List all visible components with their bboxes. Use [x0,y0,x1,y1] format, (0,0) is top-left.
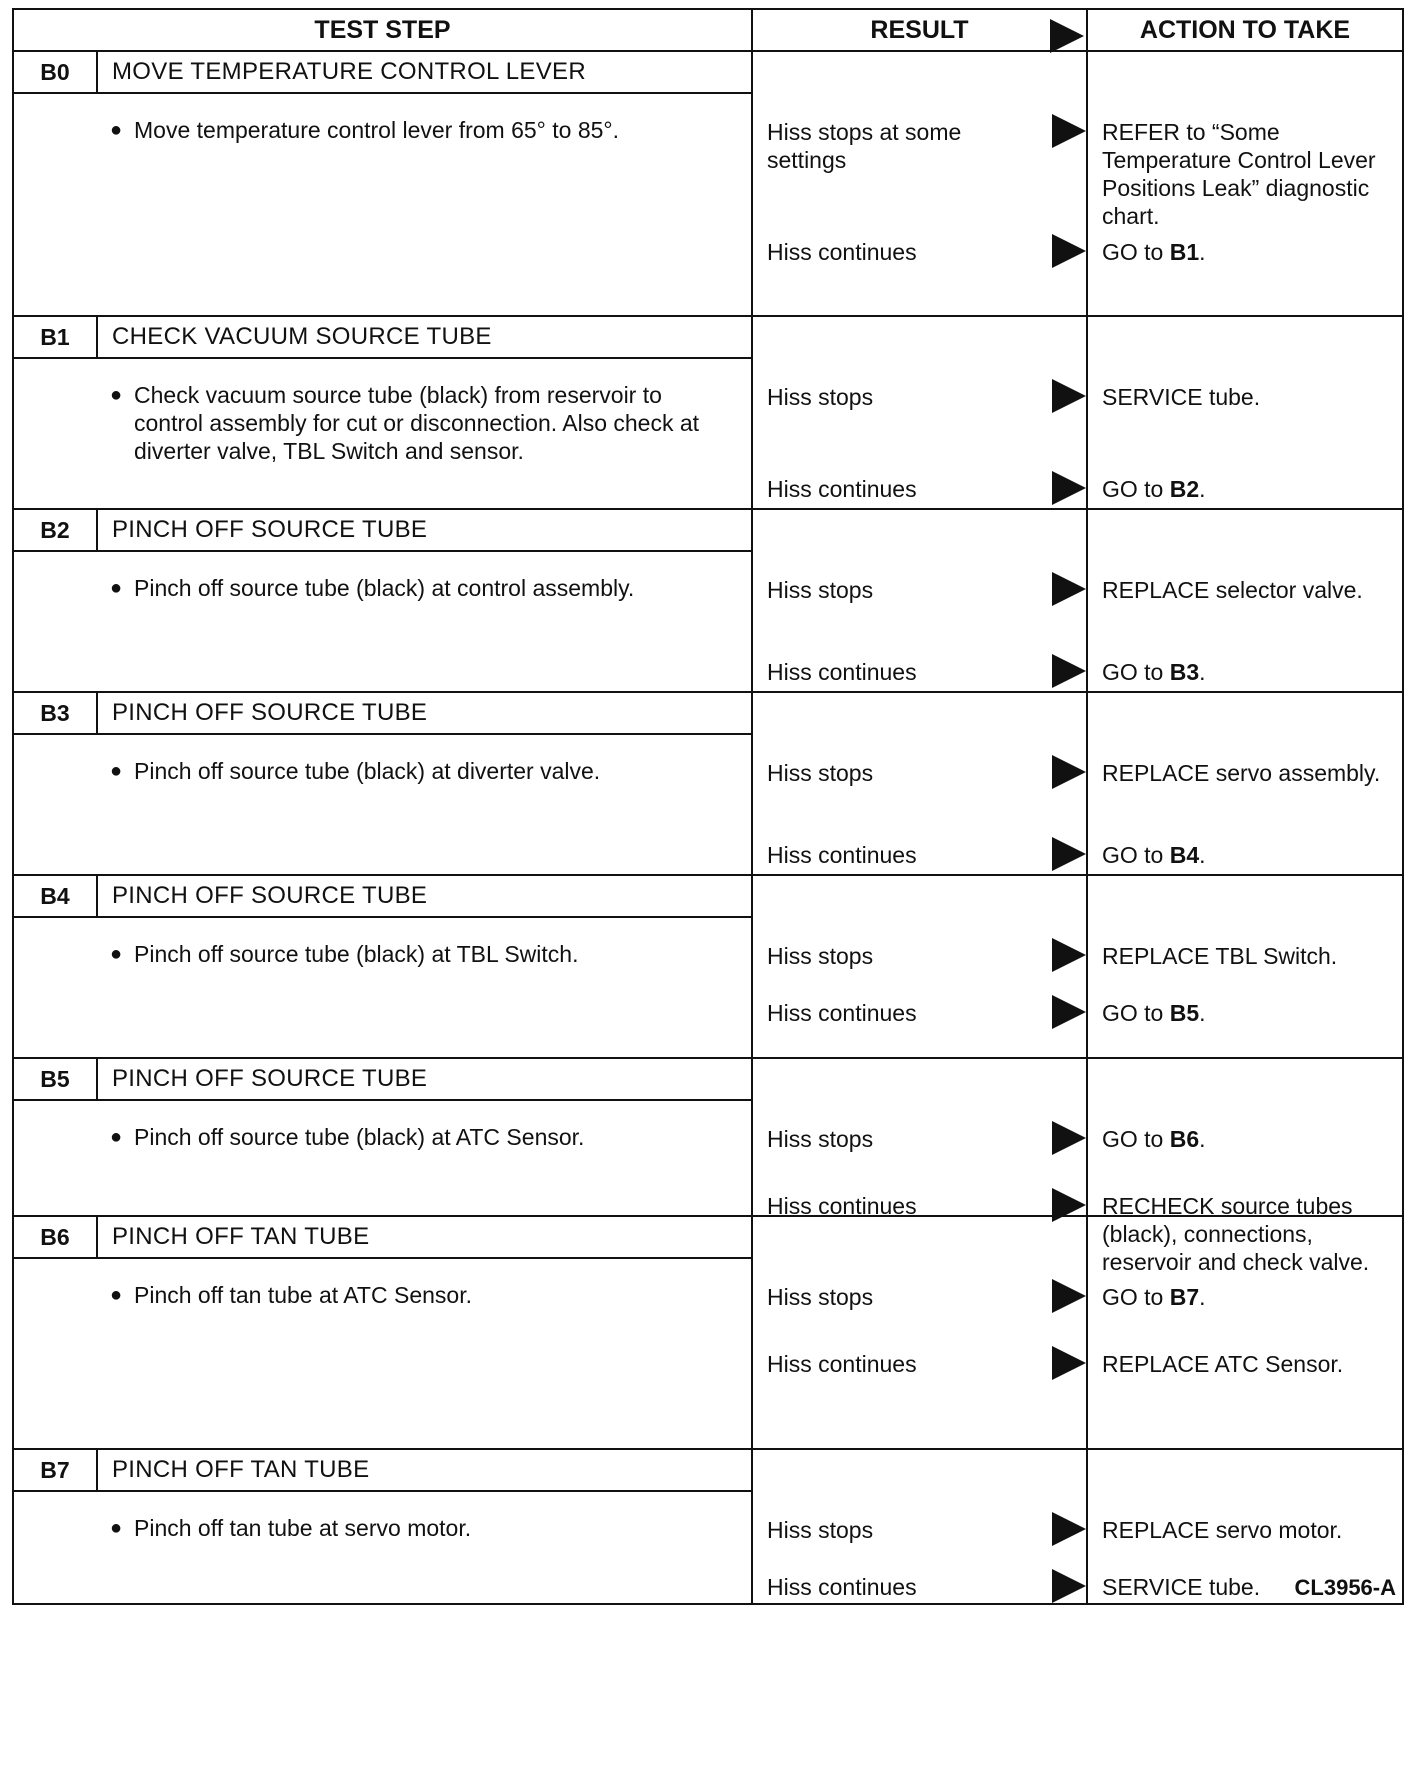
step-cell [13,51,752,316]
arrow-right-icon [1052,114,1086,148]
bullet-icon: ● [110,577,123,599]
arrow-right-icon [1052,572,1086,606]
result-text: Hiss continues [767,1351,917,1377]
action-label: GO to [1102,842,1170,868]
result-line [753,759,1086,787]
table-row [13,1449,1403,1604]
table-row [13,1058,1403,1216]
step-titlebar [14,876,751,918]
step-reference: B2 [1169,476,1200,502]
step-instruction-text: Move temperature control lever from 65° to 85°. [134,117,619,143]
action-label: GO to [1102,476,1170,502]
step-id: B7 [14,1450,98,1490]
step-reference: B4 [1169,842,1200,868]
result-line [753,383,1086,411]
action-text [1102,238,1394,266]
result-line [753,1350,1086,1378]
action-punct: . [1199,1284,1206,1310]
action-text [1102,841,1394,869]
result-text: Hiss stops [767,1284,874,1310]
step-titlebar [14,317,751,359]
bullet-icon: ● [110,1126,123,1148]
action-cell [1087,316,1403,509]
step-title: CHECK VACUUM SOURCE TUBE [112,323,492,350]
action-punct: . [1199,239,1206,265]
step-cell [13,316,752,509]
result-line [753,1283,1086,1311]
arrow-right-icon [1052,654,1086,688]
result-text: Hiss stops [767,577,874,603]
result-text: Hiss continues [767,239,917,265]
action-label: GO to [1102,659,1170,685]
step-title: MOVE TEMPERATURE CONTROL LEVER [112,58,586,85]
result-line [753,475,1086,503]
action-label: REPLACE servo assembly. [1102,760,1381,786]
result-cell [752,509,1087,692]
table-row [13,1216,1403,1449]
figure-code: CL3956-A [1294,1575,1396,1600]
table-row [13,51,1403,316]
action-cell [1087,875,1403,1058]
result-cell [752,692,1087,875]
arrow-right-icon [1052,995,1086,1029]
result-text: Hiss stops [767,1517,874,1543]
action-punct: . [1199,476,1206,502]
step-reference: B3 [1169,659,1200,685]
action-text [1102,1125,1394,1153]
action-label: GO to [1102,1126,1170,1152]
action-punct: . [1199,1000,1206,1026]
step-instruction-text: Pinch off source tube (black) at ATC Sensor. [134,1124,585,1150]
table-row [13,875,1403,1058]
step-title: PINCH OFF SOURCE TUBE [112,699,428,726]
result-text: Hiss stops [767,384,874,410]
action-text [1102,942,1394,970]
diagnostic-chart [12,8,1402,1605]
step-reference: B7 [1169,1284,1200,1310]
arrow-right-icon [1052,1346,1086,1380]
step-instruction [14,918,751,968]
action-punct: . [1199,1126,1206,1152]
action-label: REFER to “Some Temperature Control Lever Positions Leak” diagnostic chart. [1102,119,1376,229]
arrow-right-icon [1052,1279,1086,1313]
step-cell [13,1449,752,1604]
table-row [13,692,1403,875]
step-reference: B1 [1169,239,1200,265]
table-header-row [13,9,1403,51]
step-titlebar [14,693,751,735]
result-line [753,238,1086,266]
action-text [1102,475,1394,503]
step-instruction [14,359,751,465]
step-id: B2 [14,510,98,550]
header-action: ACTION TO TAKE [1087,9,1403,51]
step-cell [13,1216,752,1449]
action-cell [1087,1058,1403,1275]
header-test-step: TEST STEP [13,9,752,51]
action-label: GO to [1102,1000,1170,1026]
action-text [1102,1350,1394,1378]
arrow-right-icon [1052,1121,1086,1155]
step-titlebar [14,510,751,552]
arrow-right-icon [1052,234,1086,268]
action-text [1102,118,1394,230]
arrow-right-icon [1050,19,1084,53]
result-text: Hiss stops [767,760,874,786]
step-instruction-text: Pinch off tan tube at servo motor. [134,1515,472,1541]
action-text [1102,759,1394,787]
action-text [1102,658,1394,686]
result-cell [752,1058,1087,1219]
result-text: Hiss continues [767,476,917,502]
step-instruction [14,552,751,602]
result-line [753,1573,1086,1601]
result-text: Hiss continues [767,1000,917,1026]
arrow-right-icon [1052,1512,1086,1546]
result-line [753,1516,1086,1544]
result-cell [752,875,1087,1058]
result-line [753,841,1086,869]
step-titlebar [14,1059,751,1101]
result-line [753,999,1086,1027]
step-instruction-text: Pinch off source tube (black) at control assembly. [134,575,635,601]
bullet-icon: ● [110,384,123,406]
action-text [1102,1516,1394,1544]
action-cell [1087,692,1403,875]
table-row [13,316,1403,509]
result-cell [752,316,1087,509]
result-text: Hiss stops [767,1126,874,1152]
result-line [753,942,1086,970]
step-instruction-text: Check vacuum source tube (black) from reservoir to control assembly for cut or disconnection. Also check at diverter valve, TBL Switch and sensor. [134,382,700,464]
result-text: Hiss continues [767,659,917,685]
result-line [753,118,1086,174]
result-cell [752,1216,1087,1449]
step-instruction-text: Pinch off tan tube at ATC Sensor. [134,1282,472,1308]
arrow-right-icon [1052,471,1086,505]
result-text: Hiss continues [767,1574,917,1600]
step-id: B3 [14,693,98,733]
result-cell [752,51,1087,316]
step-titlebar [14,1217,751,1259]
action-text [1102,999,1394,1027]
result-text: Hiss stops [767,943,874,969]
arrow-right-icon [1052,379,1086,413]
step-instruction [14,94,751,144]
result-line [753,576,1086,604]
step-cell [13,509,752,692]
action-label: REPLACE servo motor. [1102,1517,1343,1543]
table-row [13,509,1403,692]
action-punct: . [1199,659,1206,685]
arrow-right-icon [1052,755,1086,789]
result-text: Hiss continues [767,842,917,868]
bullet-icon: ● [110,1284,123,1306]
result-line [753,1125,1086,1153]
step-title: PINCH OFF TAN TUBE [112,1456,370,1483]
step-titlebar [14,1450,751,1492]
step-reference: B5 [1169,1000,1200,1026]
action-label: RECHECK source tubes (black), connections, reservoir and check valve. [1102,1193,1370,1275]
step-instruction [14,735,751,785]
result-text: Hiss continues [767,1193,917,1219]
action-label: REPLACE selector valve. [1102,577,1363,603]
action-label: REPLACE TBL Switch. [1102,943,1338,969]
step-cell [13,692,752,875]
step-title: PINCH OFF SOURCE TUBE [112,1065,428,1092]
arrow-right-icon [1052,837,1086,871]
step-id: B4 [14,876,98,916]
bullet-icon: ● [110,1517,123,1539]
header-result-label: RESULT [870,15,969,44]
diagnostic-table [12,8,1404,1605]
bullet-icon: ● [110,119,123,141]
action-label: REPLACE ATC Sensor. [1102,1351,1344,1377]
step-instruction [14,1492,751,1542]
arrow-right-icon [1052,1569,1086,1603]
step-id: B5 [14,1059,98,1099]
step-id: B6 [14,1217,98,1257]
action-label: SERVICE tube. [1102,384,1261,410]
bullet-icon: ● [110,760,123,782]
step-instruction [14,1259,751,1309]
header-result [752,9,1087,51]
step-cell [13,1058,752,1216]
step-reference: B6 [1169,1126,1200,1152]
step-id: B1 [14,317,98,357]
step-title: PINCH OFF SOURCE TUBE [112,516,428,543]
step-cell [13,875,752,1058]
arrow-right-icon [1052,938,1086,972]
action-label: GO to [1102,239,1170,265]
action-text [1102,1283,1394,1311]
step-titlebar [14,52,751,94]
step-instruction-text: Pinch off source tube (black) at TBL Switch. [134,941,579,967]
result-cell [752,1449,1087,1604]
result-line [753,658,1086,686]
action-label: SERVICE tube. [1102,1574,1261,1600]
action-text [1102,383,1394,411]
step-id: B0 [14,52,98,92]
action-cell [1087,1216,1403,1449]
step-instruction-text: Pinch off source tube (black) at diverter valve. [134,758,601,784]
action-punct: . [1199,842,1206,868]
action-cell [1087,51,1403,316]
step-title: PINCH OFF SOURCE TUBE [112,882,428,909]
step-title: PINCH OFF TAN TUBE [112,1223,370,1250]
action-cell [1087,509,1403,692]
step-instruction [14,1101,751,1151]
action-text [1102,576,1394,604]
bullet-icon: ● [110,943,123,965]
result-text: Hiss stops at some settings [767,119,962,173]
action-label: GO to [1102,1284,1170,1310]
